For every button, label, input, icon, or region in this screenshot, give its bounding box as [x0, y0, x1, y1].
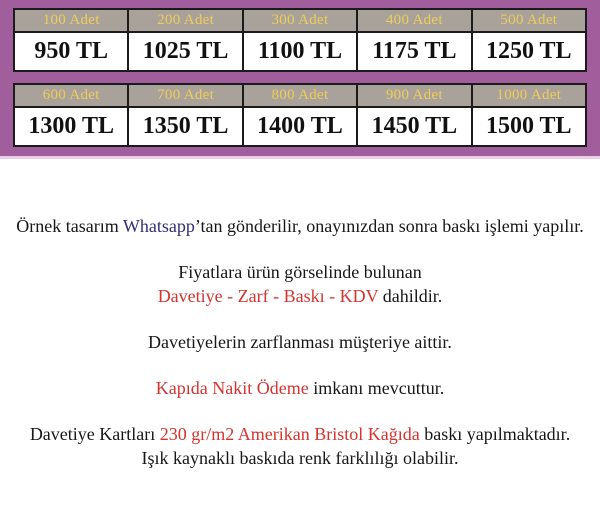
price-cell: 1300 TL	[14, 107, 128, 146]
notes-section	[0, 159, 600, 470]
note-includes-intro: Fiyatlara ürün görselinde bulunan	[178, 262, 422, 282]
quantity-header-cell: 700 Adet	[128, 84, 242, 107]
price-table-2	[13, 83, 587, 147]
note-color-warning: Işık kaynaklı baskıda renk farklılığı olabilir.	[141, 448, 459, 468]
price-panel	[0, 0, 600, 159]
quantity-header-cell: 500 Adet	[472, 9, 586, 32]
price-value-row	[14, 107, 586, 146]
payment-highlight: Kapıda Nakit Ödeme	[155, 378, 309, 398]
paper-suffix: baskı yapılmaktadır.	[419, 424, 571, 444]
note-includes-items	[4, 284, 596, 308]
note-envelope: Davetiyelerin zarflanması müşteriye aittir.	[148, 332, 452, 352]
price-cell: 1025 TL	[128, 32, 242, 71]
note-paper-and-color	[4, 422, 596, 470]
paper-spec-text: 230 gr/m2 Amerikan Bristol Kağıda	[159, 424, 420, 444]
price-cell: 1100 TL	[243, 32, 357, 71]
price-value-row	[14, 32, 586, 71]
quantity-header-cell: 1000 Adet	[472, 84, 586, 107]
paper-prefix: Davetiye Kartları	[29, 424, 160, 444]
quantity-header-row	[14, 9, 586, 32]
note-sample-prefix: Örnek tasarım	[16, 216, 123, 236]
quantity-header-row	[14, 84, 586, 107]
note-price-includes	[4, 260, 596, 308]
price-cell: 1450 TL	[357, 107, 471, 146]
note-paper	[4, 422, 596, 446]
note-sample-design	[4, 214, 596, 238]
quantity-header-cell: 600 Adet	[14, 84, 128, 107]
price-cell: 1250 TL	[472, 32, 586, 71]
quantity-header-cell: 200 Adet	[128, 9, 242, 32]
quantity-header-cell: 300 Adet	[243, 9, 357, 32]
quantity-header-cell: 900 Adet	[357, 84, 471, 107]
price-cell: 1350 TL	[128, 107, 242, 146]
quantity-header-cell: 800 Adet	[243, 84, 357, 107]
payment-suffix: imkanı mevcuttur.	[308, 378, 445, 398]
note-sample-suffix: ’tan gönderilir, onayınızdan sonra baskı işlemi yapılır.	[194, 216, 584, 236]
included-suffix: dahildir.	[378, 286, 443, 306]
price-cell: 1500 TL	[472, 107, 586, 146]
price-cell: 1175 TL	[357, 32, 471, 71]
included-items-text: Davetiye - Zarf - Baskı - KDV	[157, 286, 379, 306]
price-cell: 950 TL	[14, 32, 128, 71]
price-cell: 1400 TL	[243, 107, 357, 146]
whatsapp-text: Whatsapp	[122, 216, 195, 236]
quantity-header-cell: 100 Adet	[14, 9, 128, 32]
price-table-1	[13, 8, 587, 72]
note-payment	[4, 376, 596, 400]
quantity-header-cell: 400 Adet	[357, 9, 471, 32]
